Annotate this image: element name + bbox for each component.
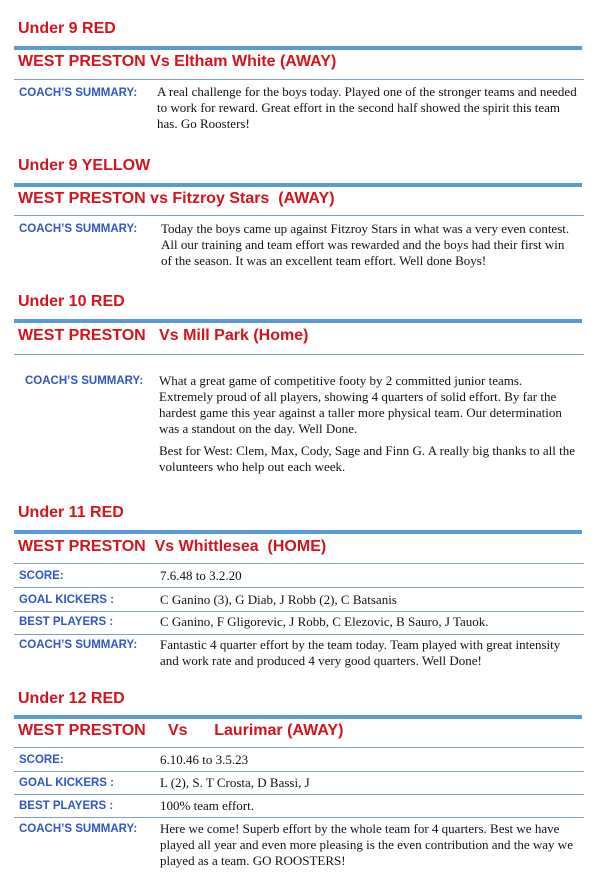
- section-heading-u10-red: Under 10 RED: [18, 293, 125, 310]
- row-rule: [14, 817, 584, 818]
- row-rule: [14, 563, 584, 564]
- row-rule: [14, 771, 584, 772]
- coach-summary-text: [159, 373, 579, 475]
- section-divider: [14, 183, 582, 187]
- score-label: SCORE:: [19, 754, 64, 766]
- row-rule: [14, 747, 584, 748]
- row-rule: [14, 634, 584, 635]
- section-heading-u12-red: Under 12 RED: [18, 690, 125, 707]
- coach-summary-paragraph: What a great game of competitive footy by 2 committed junior teams. Extremely proud of all players, showing 4 quarters of solid effort. By far the hardest game this year against a taller more physical team. Our determination was a standout on the day. Well Done.: [159, 373, 562, 436]
- match-title-u11-red: WEST PRESTON Vs Whittlesea (HOME): [18, 538, 327, 555]
- section-divider: [14, 319, 582, 323]
- coach-summary-text: Here we come! Superb effort by the whole team for 4 quarters. Best we have played all year and even more pleasing is the even contribution and the way we played as a team. GO ROOSTERS!: [160, 821, 573, 868]
- best-players-label: BEST PLAYERS :: [19, 616, 114, 628]
- row-rule: [14, 354, 584, 355]
- coach-summary-label: COACH’S SUMMARY:: [19, 639, 138, 651]
- coach-summary-text: Fantastic 4 quarter effort by the team today. Team played with great intensity and work rate and produced 4 very good quarters. Well Done!: [160, 637, 561, 668]
- coach-summary-label: COACH’S SUMMARY:: [19, 223, 138, 235]
- row-rule: [14, 794, 584, 795]
- coach-summary-label: COACH’S SUMMARY:: [25, 375, 144, 387]
- best-players-value: C Ganino, F Gligorevic, J Robb, C Elezovic, B Sauro, J Tauok.: [160, 614, 489, 629]
- coach-summary-text: A real challenge for the boys today. Played one of the stronger teams and needed to work for reward. Great effort in the second half showed the spirit this team has. Go Roosters!: [157, 84, 577, 131]
- match-title-u10-red: WEST PRESTON Vs Mill Park (Home): [18, 327, 309, 344]
- goal-kickers-value: L (2), S. T Crosta, D Bassi, J: [160, 775, 310, 790]
- goal-kickers-value: C Ganino (3), G Diab, J Robb (2), C Batsanis: [160, 592, 397, 607]
- section-heading-u9-yellow: Under 9 YELLOW: [18, 157, 151, 174]
- match-title-u9-yellow: WEST PRESTON vs Fitzroy Stars (AWAY): [18, 190, 335, 207]
- coach-summary-text: Today the boys came up against Fitzroy Stars in what was a very even contest. All our training and team effort was rewarded and the boys had their first win of the season. It was an excellent team effort. Well done Boys!: [161, 221, 570, 268]
- best-players-label: BEST PLAYERS :: [19, 800, 114, 812]
- score-value: 6.10.46 to 3.5.23: [160, 752, 249, 767]
- row-rule: [14, 79, 584, 80]
- row-rule: [14, 215, 584, 216]
- section-divider: [14, 715, 582, 719]
- coach-summary-label: COACH’S SUMMARY:: [19, 823, 138, 835]
- score-label: SCORE:: [19, 570, 64, 582]
- section-divider: [14, 46, 582, 50]
- row-rule: [14, 611, 584, 612]
- section-heading-u9-red: Under 9 RED: [18, 20, 116, 37]
- match-title-u9-red: WEST PRESTON Vs Eltham White (AWAY): [18, 53, 337, 70]
- best-players-value: 100% team effort.: [160, 798, 254, 813]
- row-rule: [14, 587, 584, 588]
- goal-kickers-label: GOAL KICKERS :: [19, 777, 114, 789]
- section-heading-u11-red: Under 11 RED: [18, 504, 124, 521]
- match-title-u12-red: WEST PRESTON Vs Laurimar (AWAY): [18, 722, 344, 739]
- score-value: 7.6.48 to 3.2.20: [160, 568, 242, 583]
- section-divider: [14, 530, 582, 534]
- coach-summary-label: COACH’S SUMMARY:: [19, 87, 138, 99]
- best-for-west-paragraph: Best for West: Clem, Max, Cody, Sage and Finn G. A really big thanks to all the volunteers who help out each week.: [159, 443, 575, 474]
- goal-kickers-label: GOAL KICKERS :: [19, 594, 114, 606]
